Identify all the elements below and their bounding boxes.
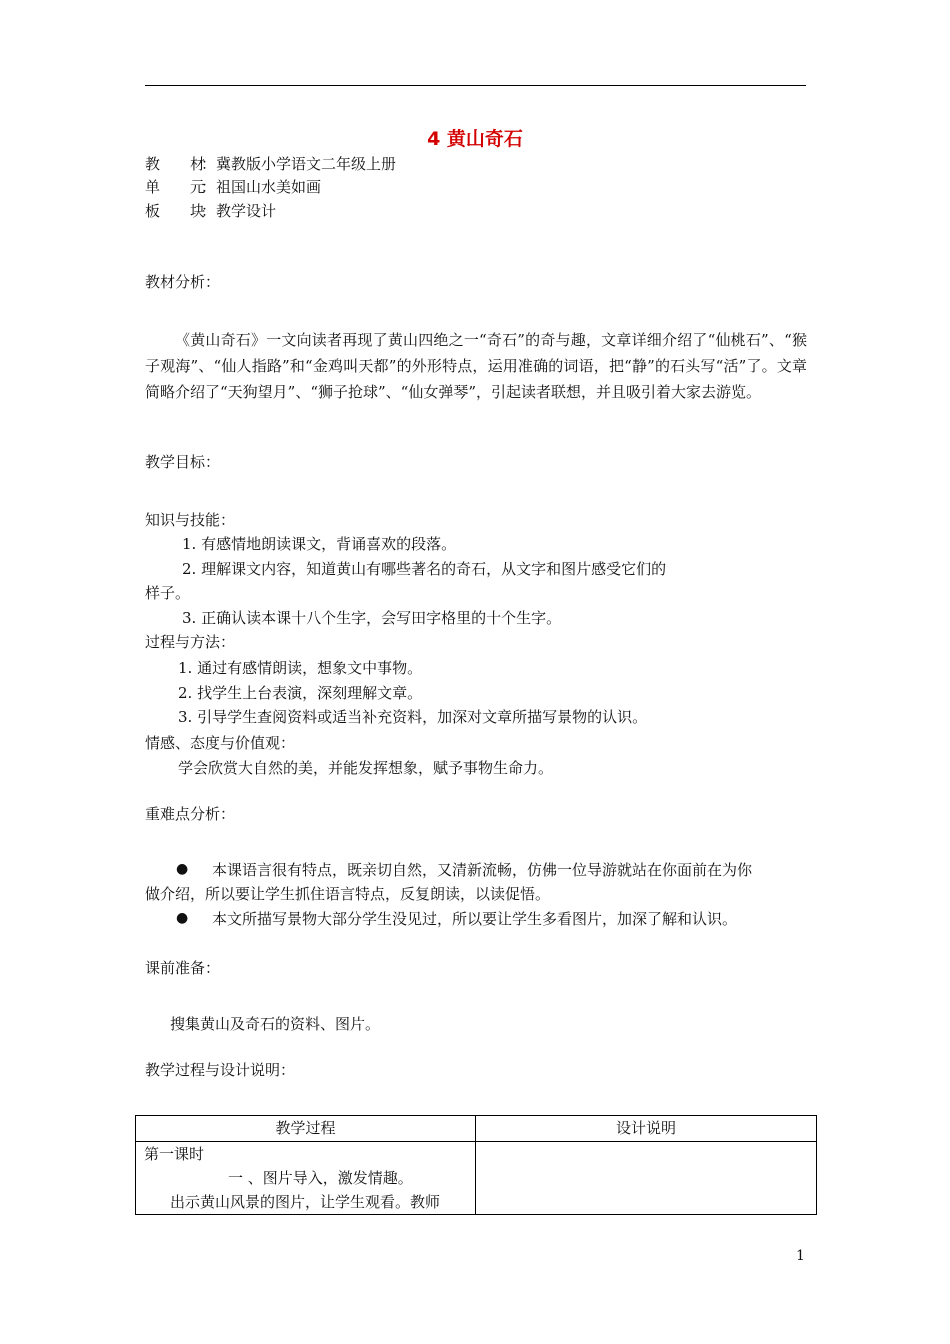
difficulty-item-1-cont: 做介绍，所以要让学生抓住语言特点，反复朗读，以读促悟。 [145,885,551,903]
process-item-2: 2. 找学生上台表演，深刻理解文章。 [178,684,423,702]
difficulty-item-2: 本文所描写景物大部分学生没见过，所以要让学生多看图片，加深了解和认识。 [212,910,738,928]
process-item-3: 3. 引导学生查阅资料或适当补充资料，加深对文章所描写景物的认识。 [178,708,648,726]
prep-heading: 课前准备： [145,959,221,977]
page-title: 4 黄山奇石 [427,128,523,150]
emotion-heading: 情感、态度与价值观： [145,734,296,752]
lesson-label: 第一课时 [144,1145,205,1163]
process-heading: 过程与方法： [145,633,236,651]
knowledge-item-3: 3. 正确认读本课十八个生字，会写田字格里的十个生字。 [182,609,562,627]
meta-unit [145,177,321,197]
knowledge-heading: 知识与技能： [145,511,236,529]
emotion-item: 学会欣赏大自然的美，并能发挥想象，赋予事物生命力。 [178,759,554,777]
column-header-process: 教学过程 [136,1116,476,1142]
notes-cell [476,1142,817,1215]
knowledge-item-1: 1. 有感情地朗读课文，背诵喜欢的段落。 [182,535,457,553]
analysis-body: 《黄山奇石》一文向读者再现了黄山四绝之一“奇石”的奇与趣，文章详细介绍了“仙桃石”、“猴子观海”、“仙人指路”和“金鸡叫天都”的外形特点，运用准确的词语，把“静”的石头写“活”了。文章简略介绍了“天狗望月”、“狮子抢球”、“仙女弹琴”，引起读者联想，并且吸引着大家去游览。 [145,331,807,401]
bullet-icon: ● [176,910,189,926]
meta-textbook [145,154,396,174]
meta-key: 教 材 [145,155,206,173]
page-number: 1 [796,1248,805,1264]
meta-section [145,201,276,221]
prep-body: 搜集黄山及奇石的资料、图片。 [170,1015,381,1033]
column-header-notes: 设计说明 [476,1116,817,1142]
knowledge-item-2-cont: 样子。 [145,584,191,602]
difficulty-item-1: 本课语言很有特点，既亲切自然，又清新流畅，仿佛一位导游就站在你面前在为你 [212,861,753,879]
goals-heading: 教学目标： [145,453,221,471]
meta-key: 板 块 [145,202,206,220]
table-row [136,1142,817,1215]
process-table [135,1115,817,1215]
process-item-1: 1. 通过有感情朗读，想象文中事物。 [178,659,423,677]
analysis-heading: 教材分析： [145,273,221,291]
meta-value: ：祖国山水美如画 [201,178,322,196]
process-cell [136,1142,476,1215]
step-heading: 一 、图片导入，激发情趣。 [228,1169,413,1187]
meta-value: ：冀教版小学语文二年级上册 [201,155,397,173]
meta-value: ：教学设计 [201,202,277,220]
table-header-row [136,1116,817,1142]
header-rule [145,85,806,86]
difficulty-heading: 重难点分析： [145,805,236,823]
knowledge-item-2: 2. 理解课文内容，知道黄山有哪些著名的奇石，从文字和图片感受它们的 [182,560,667,578]
bullet-icon: ● [176,861,189,877]
process-design-heading: 教学过程与设计说明： [145,1061,296,1079]
meta-key: 单 元 [145,178,206,196]
step-text: 出示黄山风景的图片，让学生观看。教师 [170,1193,441,1211]
